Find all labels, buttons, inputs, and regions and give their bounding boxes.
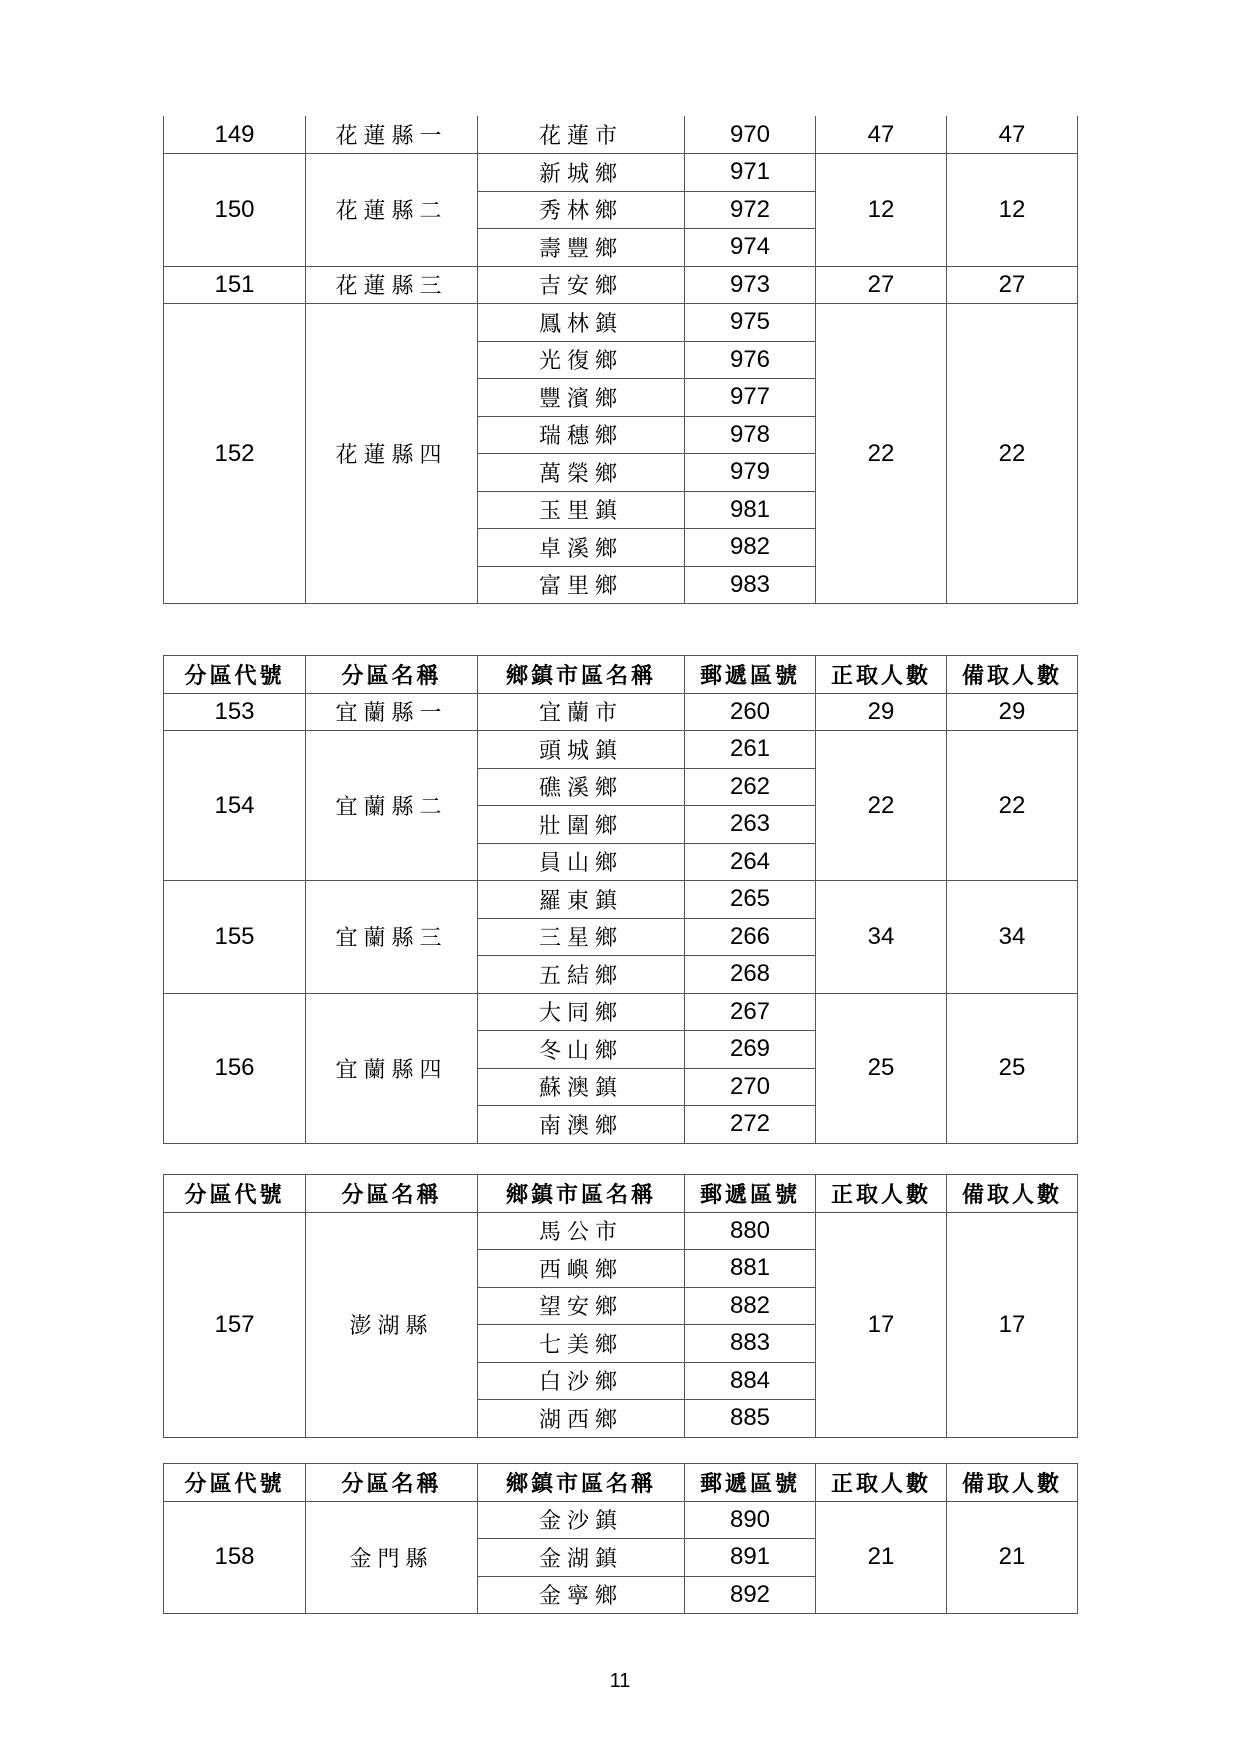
admitted-count-cell: 17 bbox=[816, 1212, 947, 1437]
town-name-cell: 光復鄉 bbox=[478, 341, 685, 379]
district-code-cell: 158 bbox=[164, 1501, 306, 1614]
table-row bbox=[164, 266, 1078, 304]
town-name-cell: 大同鄉 bbox=[478, 993, 685, 1031]
zip-code-cell: 982 bbox=[685, 529, 816, 567]
zip-code-cell: 882 bbox=[685, 1287, 816, 1325]
table-row bbox=[164, 116, 1078, 154]
table-row bbox=[164, 154, 1078, 192]
district-code-cell: 157 bbox=[164, 1212, 306, 1437]
reserve-count-cell: 34 bbox=[947, 881, 1078, 994]
town-name-cell: 花蓮市 bbox=[478, 116, 685, 154]
district-name-cell: 花蓮縣一 bbox=[306, 116, 478, 154]
header-reserve-count: 備取人數 bbox=[947, 1175, 1078, 1213]
town-name-cell: 宜蘭市 bbox=[478, 693, 685, 731]
header-admitted-count: 正取人數 bbox=[816, 1175, 947, 1213]
admitted-count-cell: 22 bbox=[816, 304, 947, 604]
header-district-code: 分區代號 bbox=[164, 1464, 306, 1502]
reserve-count-cell: 22 bbox=[947, 731, 1078, 881]
district-code-cell: 149 bbox=[164, 116, 306, 154]
table-row bbox=[164, 1212, 1078, 1250]
header-zip-code: 郵遞區號 bbox=[685, 1464, 816, 1502]
admitted-count-cell: 21 bbox=[816, 1501, 947, 1614]
district-code-cell: 153 bbox=[164, 693, 306, 731]
header-town-name: 鄉鎮市區名稱 bbox=[478, 1464, 685, 1502]
zip-code-cell: 978 bbox=[685, 416, 816, 454]
table-row bbox=[164, 304, 1078, 342]
town-name-cell: 豐濱鄉 bbox=[478, 379, 685, 417]
district-name-cell: 澎湖縣 bbox=[306, 1212, 478, 1437]
district-table-yilan bbox=[163, 655, 1078, 1144]
admitted-count-cell: 22 bbox=[816, 731, 947, 881]
town-name-cell: 西嶼鄉 bbox=[478, 1250, 685, 1288]
district-table-hualien bbox=[163, 116, 1078, 604]
admitted-count-cell: 12 bbox=[816, 154, 947, 267]
zip-code-cell: 975 bbox=[685, 304, 816, 342]
header-district-name: 分區名稱 bbox=[306, 1175, 478, 1213]
district-name-cell: 宜蘭縣四 bbox=[306, 993, 478, 1143]
town-name-cell: 馬公市 bbox=[478, 1212, 685, 1250]
town-name-cell: 卓溪鄉 bbox=[478, 529, 685, 567]
zip-code-cell: 892 bbox=[685, 1576, 816, 1614]
table-row bbox=[164, 731, 1078, 769]
zip-code-cell: 977 bbox=[685, 379, 816, 417]
header-row bbox=[164, 1175, 1078, 1213]
zip-code-cell: 979 bbox=[685, 454, 816, 492]
town-name-cell: 鳳林鎮 bbox=[478, 304, 685, 342]
zip-code-cell: 261 bbox=[685, 731, 816, 769]
zip-code-cell: 265 bbox=[685, 881, 816, 919]
header-reserve-count: 備取人數 bbox=[947, 1464, 1078, 1502]
district-name-cell: 花蓮縣二 bbox=[306, 154, 478, 267]
town-name-cell: 三星鄉 bbox=[478, 918, 685, 956]
zip-code-cell: 972 bbox=[685, 191, 816, 229]
header-town-name: 鄉鎮市區名稱 bbox=[478, 656, 685, 694]
header-admitted-count: 正取人數 bbox=[816, 1464, 947, 1502]
reserve-count-cell: 25 bbox=[947, 993, 1078, 1143]
town-name-cell: 瑞穗鄉 bbox=[478, 416, 685, 454]
district-code-cell: 151 bbox=[164, 266, 306, 304]
district-code-cell: 155 bbox=[164, 881, 306, 994]
zip-code-cell: 971 bbox=[685, 154, 816, 192]
header-district-code: 分區代號 bbox=[164, 1175, 306, 1213]
admitted-count-cell: 29 bbox=[816, 693, 947, 731]
town-name-cell: 玉里鎮 bbox=[478, 491, 685, 529]
reserve-count-cell: 27 bbox=[947, 266, 1078, 304]
town-name-cell: 湖西鄉 bbox=[478, 1400, 685, 1438]
town-name-cell: 吉安鄉 bbox=[478, 266, 685, 304]
zip-code-cell: 266 bbox=[685, 918, 816, 956]
zip-code-cell: 262 bbox=[685, 768, 816, 806]
zip-code-cell: 880 bbox=[685, 1212, 816, 1250]
zip-code-cell: 883 bbox=[685, 1325, 816, 1363]
town-name-cell: 金沙鎮 bbox=[478, 1501, 685, 1539]
district-name-cell: 金門縣 bbox=[306, 1501, 478, 1614]
town-name-cell: 望安鄉 bbox=[478, 1287, 685, 1325]
district-name-cell: 花蓮縣三 bbox=[306, 266, 478, 304]
zip-code-cell: 891 bbox=[685, 1539, 816, 1577]
zip-code-cell: 973 bbox=[685, 266, 816, 304]
header-district-name: 分區名稱 bbox=[306, 1464, 478, 1502]
admitted-count-cell: 27 bbox=[816, 266, 947, 304]
town-name-cell: 礁溪鄉 bbox=[478, 768, 685, 806]
district-code-cell: 154 bbox=[164, 731, 306, 881]
town-name-cell: 白沙鄉 bbox=[478, 1362, 685, 1400]
town-name-cell: 金寧鄉 bbox=[478, 1576, 685, 1614]
header-town-name: 鄉鎮市區名稱 bbox=[478, 1175, 685, 1213]
town-name-cell: 員山鄉 bbox=[478, 843, 685, 881]
reserve-count-cell: 17 bbox=[947, 1212, 1078, 1437]
town-name-cell: 羅東鎮 bbox=[478, 881, 685, 919]
district-name-cell: 宜蘭縣二 bbox=[306, 731, 478, 881]
reserve-count-cell: 47 bbox=[947, 116, 1078, 154]
reserve-count-cell: 22 bbox=[947, 304, 1078, 604]
district-code-cell: 156 bbox=[164, 993, 306, 1143]
header-admitted-count: 正取人數 bbox=[816, 656, 947, 694]
district-code-cell: 150 bbox=[164, 154, 306, 267]
header-zip-code: 郵遞區號 bbox=[685, 1175, 816, 1213]
town-name-cell: 萬榮鄉 bbox=[478, 454, 685, 492]
zip-code-cell: 260 bbox=[685, 693, 816, 731]
town-name-cell: 七美鄉 bbox=[478, 1325, 685, 1363]
district-table-penghu bbox=[163, 1174, 1078, 1438]
page-number: 11 bbox=[609, 1670, 631, 1692]
town-name-cell: 壯圍鄉 bbox=[478, 806, 685, 844]
zip-code-cell: 884 bbox=[685, 1362, 816, 1400]
town-name-cell: 頭城鎮 bbox=[478, 731, 685, 769]
reserve-count-cell: 12 bbox=[947, 154, 1078, 267]
town-name-cell: 富里鄉 bbox=[478, 566, 685, 604]
zip-code-cell: 974 bbox=[685, 229, 816, 267]
reserve-count-cell: 21 bbox=[947, 1501, 1078, 1614]
reserve-count-cell: 29 bbox=[947, 693, 1078, 731]
district-name-cell: 宜蘭縣一 bbox=[306, 693, 478, 731]
district-name-cell: 花蓮縣四 bbox=[306, 304, 478, 604]
zip-code-cell: 267 bbox=[685, 993, 816, 1031]
town-name-cell: 蘇澳鎮 bbox=[478, 1068, 685, 1106]
town-name-cell: 新城鄉 bbox=[478, 154, 685, 192]
town-name-cell: 金湖鎮 bbox=[478, 1539, 685, 1577]
town-name-cell: 冬山鄉 bbox=[478, 1031, 685, 1069]
zip-code-cell: 269 bbox=[685, 1031, 816, 1069]
district-code-cell: 152 bbox=[164, 304, 306, 604]
header-row bbox=[164, 1464, 1078, 1502]
town-name-cell: 南澳鄉 bbox=[478, 1106, 685, 1144]
zip-code-cell: 270 bbox=[685, 1068, 816, 1106]
zip-code-cell: 890 bbox=[685, 1501, 816, 1539]
header-district-code: 分區代號 bbox=[164, 656, 306, 694]
admitted-count-cell: 47 bbox=[816, 116, 947, 154]
header-reserve-count: 備取人數 bbox=[947, 656, 1078, 694]
town-name-cell: 秀林鄉 bbox=[478, 191, 685, 229]
zip-code-cell: 885 bbox=[685, 1400, 816, 1438]
zip-code-cell: 263 bbox=[685, 806, 816, 844]
header-zip-code: 郵遞區號 bbox=[685, 656, 816, 694]
admitted-count-cell: 34 bbox=[816, 881, 947, 994]
zip-code-cell: 268 bbox=[685, 956, 816, 994]
town-name-cell: 五結鄉 bbox=[478, 956, 685, 994]
zip-code-cell: 983 bbox=[685, 566, 816, 604]
town-name-cell: 壽豐鄉 bbox=[478, 229, 685, 267]
table-row bbox=[164, 693, 1078, 731]
district-table-kinmen bbox=[163, 1463, 1078, 1614]
zip-code-cell: 981 bbox=[685, 491, 816, 529]
header-row bbox=[164, 656, 1078, 694]
zip-code-cell: 976 bbox=[685, 341, 816, 379]
zip-code-cell: 881 bbox=[685, 1250, 816, 1288]
table-row bbox=[164, 993, 1078, 1031]
district-name-cell: 宜蘭縣三 bbox=[306, 881, 478, 994]
zip-code-cell: 264 bbox=[685, 843, 816, 881]
header-district-name: 分區名稱 bbox=[306, 656, 478, 694]
table-row bbox=[164, 1501, 1078, 1539]
admitted-count-cell: 25 bbox=[816, 993, 947, 1143]
zip-code-cell: 272 bbox=[685, 1106, 816, 1144]
zip-code-cell: 970 bbox=[685, 116, 816, 154]
table-row bbox=[164, 881, 1078, 919]
